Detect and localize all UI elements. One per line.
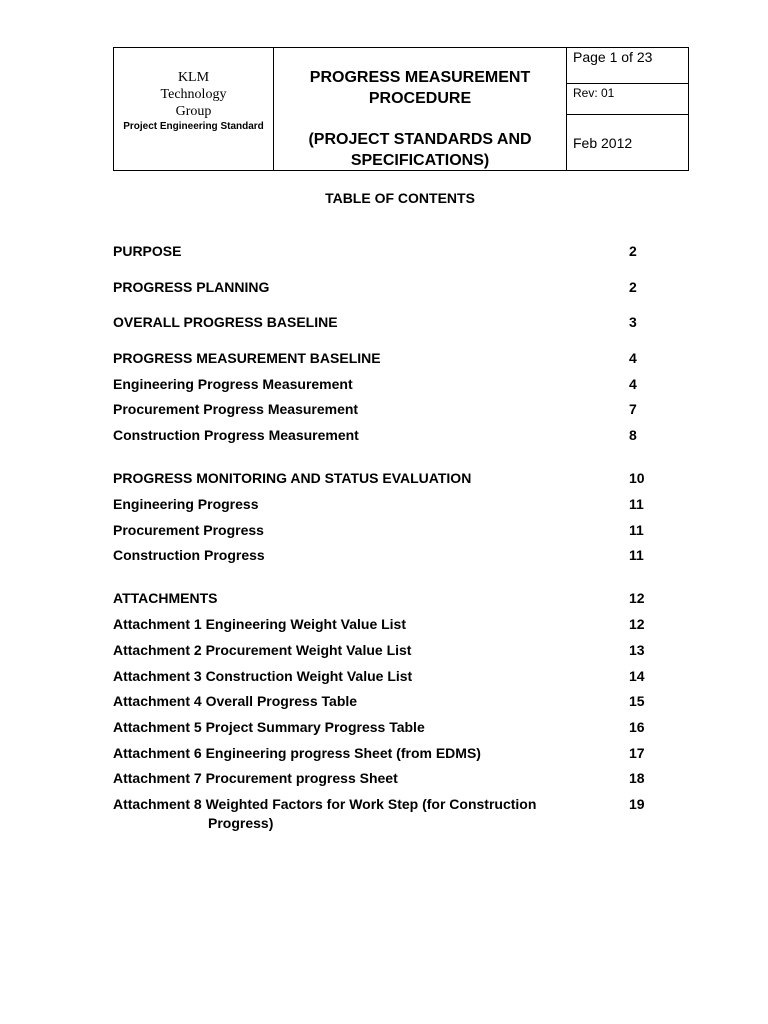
toc-entry-page: 3 [629,314,637,330]
toc-entry-title: ATTACHMENTS [113,590,218,606]
toc-entry-page: 4 [629,350,637,366]
toc-entry-page: 11 [629,496,644,512]
toc-entry-title: PROGRESS MONITORING AND STATUS EVALUATION [113,470,472,486]
toc-entry-title: Procurement Progress Measurement [113,401,359,417]
toc-entry-page: 19 [629,796,645,812]
toc-entry[interactable] [113,692,653,711]
toc-entry-title: Attachment 6 Engineering progress Sheet (from EDMS) [113,745,481,761]
toc-entry-title: Attachment 3 Construction Weight Value List [113,668,413,684]
page-number: Page 1 of 23 [567,48,688,84]
toc-entry[interactable] [113,546,653,565]
toc-entry[interactable] [113,400,653,419]
toc-entry-title: Attachment 2 Procurement Weight Value List [113,642,412,658]
revision: Rev: 01 [567,84,688,115]
toc-entry-title: Attachment 8 Weighted Factors for Work Step (for Construction [113,796,537,812]
toc-entry-title-continuation: Progress) [208,815,274,831]
document-subtitle: (PROJECT STANDARDS AND SPECIFICATIONS) [308,131,532,169]
toc-entry-page: 4 [629,376,637,392]
toc-entry-page: 10 [629,470,645,486]
document-header [113,47,689,171]
toc-entry-page: 2 [629,243,637,259]
toc-entry[interactable] [113,667,653,686]
toc-entry-title: Engineering Progress [113,496,259,512]
toc-entry-page: 13 [629,642,645,658]
toc-entry[interactable] [113,795,653,833]
toc-entry-title: Construction Progress Measurement [113,427,359,443]
organization-name: KLM Technology Group [160,70,227,119]
toc-entry-title: Procurement Progress [113,522,264,538]
toc-entry[interactable] [113,426,653,445]
toc-entry[interactable] [113,278,653,297]
toc-entry[interactable] [113,615,653,634]
toc-entry-title: Construction Progress [113,547,265,563]
toc-entry-page: 11 [629,547,644,563]
toc-entry-page: 14 [629,668,645,684]
organization-cell [114,48,274,170]
toc-entry[interactable] [113,495,653,514]
toc-entry-title: Attachment 5 Project Summary Progress Table [113,719,425,735]
title-cell [274,48,567,170]
toc-entry[interactable] [113,313,653,332]
meta-cell [567,48,688,170]
toc-entry[interactable] [113,589,653,608]
toc-entry-page: 16 [629,719,645,735]
toc-entry[interactable] [113,521,653,540]
toc-heading: TABLE OF CONTENTS [325,190,475,206]
toc-entry-page: 2 [629,279,637,295]
toc-entry-page: 12 [629,590,645,606]
toc-entry-title: Attachment 7 Procurement progress Sheet [113,770,398,786]
toc-entry-page: 7 [629,401,637,417]
toc-entry-title: PROGRESS PLANNING [113,279,270,295]
toc-entry-title: Attachment 4 Overall Progress Table [113,693,358,709]
toc-entry-title: Attachment 1 Engineering Weight Value List [113,616,407,632]
toc-entry-title: PROGRESS MEASUREMENT BASELINE [113,350,381,366]
toc-entry[interactable] [113,349,653,368]
toc-entry-page: 18 [629,770,645,786]
toc-entry-page: 11 [629,522,644,538]
toc-entry[interactable] [113,242,653,261]
document-title: PROGRESS MEASUREMENT PROCEDURE [309,69,531,107]
toc-entry-page: 17 [629,745,645,761]
toc-entry-title: Engineering Progress Measurement [113,376,353,392]
toc-entry[interactable] [113,641,653,660]
toc-entry[interactable] [113,769,653,788]
toc-entry-page: 12 [629,616,645,632]
standard-name: Project Engineering Standard [123,121,264,132]
toc-entry-page: 8 [629,427,637,443]
toc-entry[interactable] [113,469,653,488]
issue-date: Feb 2012 [573,135,633,151]
toc-entry[interactable] [113,718,653,737]
toc-entry-title: PURPOSE [113,243,182,259]
toc-entry-page: 15 [629,693,645,709]
toc-entry[interactable] [113,375,653,394]
toc-entry[interactable] [113,744,653,763]
toc-entry-title: OVERALL PROGRESS BASELINE [113,314,338,330]
